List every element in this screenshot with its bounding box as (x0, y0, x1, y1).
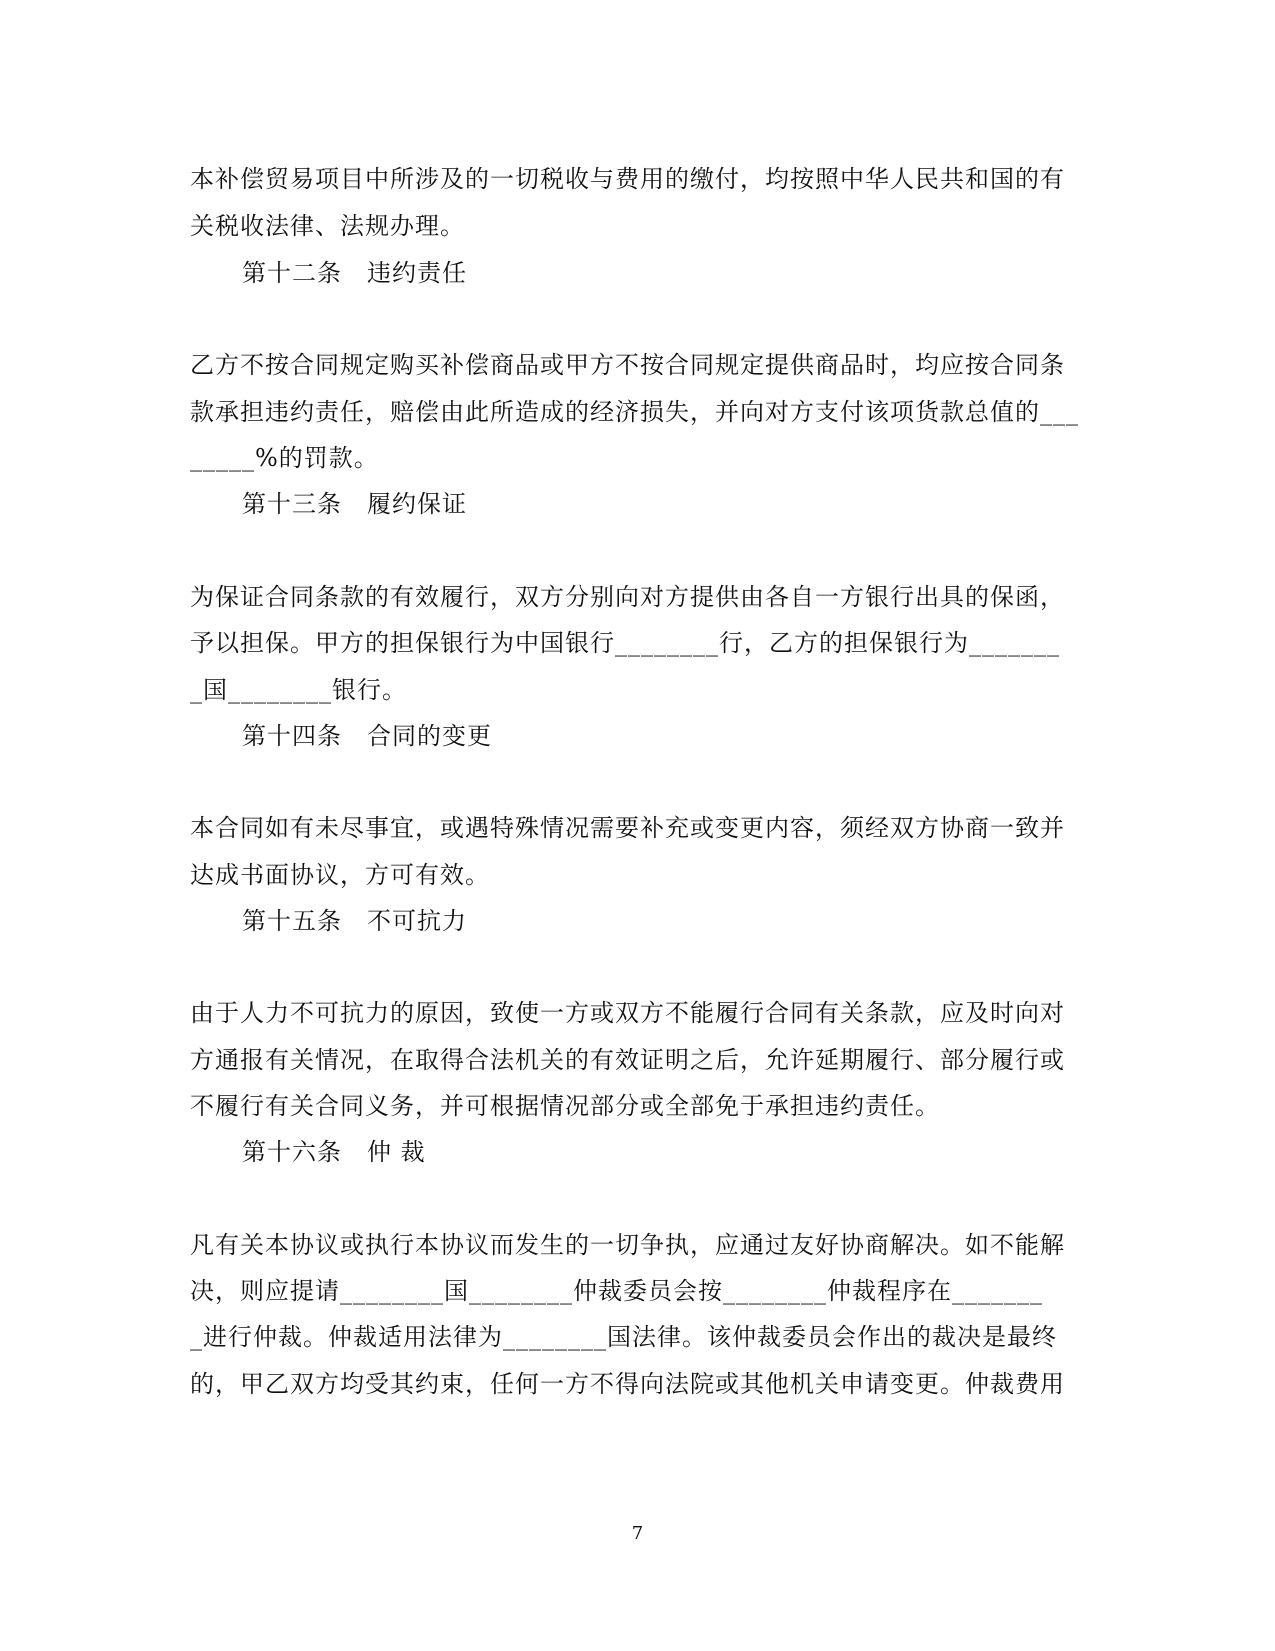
paragraph-line: 方通报有关情况，在取得合法机关的有效证明之后，允许延期履行、部分履行或 (190, 1046, 1065, 1074)
paragraph-line: _进行仲裁。仲裁适用法律为________国法律。该仲裁委员会作出的裁决是最终 (190, 1323, 1057, 1351)
paragraph-line: 由于人力不可抗力的原因，致使一方或双方不能履行合同有关条款，应及时向对 (190, 999, 1065, 1027)
paragraph-line: 为保证合同条款的有效履行，双方分别向对方提供由各自一方银行出具的保函， (190, 583, 1065, 611)
article-heading-16: 第十六条 仲 裁 (242, 1138, 426, 1166)
article-heading-14: 第十四条 合同的变更 (242, 722, 492, 750)
paragraph-line: 的，甲乙双方均受其约束，任何一方不得向法院或其他机关申请变更。仲裁费用 (190, 1370, 1065, 1398)
page-number: 7 (631, 1523, 644, 1544)
paragraph-line: 本合同如有未尽事宜，或遇特殊情况需要补充或变更内容，须经双方协商一致并 (190, 814, 1065, 842)
paragraph-line: _国________银行。 (190, 676, 407, 704)
paragraph-line: _____%的罚款。 (190, 444, 379, 472)
article-heading-12: 第十二条 违约责任 (242, 259, 467, 287)
paragraph-line: 不履行有关合同义务，并可根据情况部分或全部免于承担违约责任。 (190, 1092, 940, 1120)
paragraph-line: 款承担违约责任，赔偿由此所造成的经济损失，并向对方支付该项货款总值的___ (190, 398, 1079, 426)
paragraph-line: 凡有关本协议或执行本协议而发生的一切争执，应通过友好协商解决。如不能解 (190, 1231, 1065, 1259)
paragraph-line: 达成书面协议，方可有效。 (190, 861, 490, 889)
paragraph-line: 本补偿贸易项目中所涉及的一切税收与费用的缴付，均按照中华人民共和国的有 (190, 165, 1065, 193)
paragraph-line: 予以担保。甲方的担保银行为中国银行________行，乙方的担保银行为_______ (190, 629, 1060, 657)
article-heading-13: 第十三条 履约保证 (242, 490, 467, 518)
paragraph-line: 乙方不按合同规定购买补偿商品或甲方不按合同规定提供商品时，均应按合同条 (190, 351, 1065, 379)
paragraph-line: 决，则应提请________国________仲裁委员会按________仲裁程序在_______ (190, 1277, 1043, 1305)
article-heading-15: 第十五条 不可抗力 (242, 907, 467, 935)
paragraph-line: 关税收法律、法规办理。 (190, 212, 465, 240)
